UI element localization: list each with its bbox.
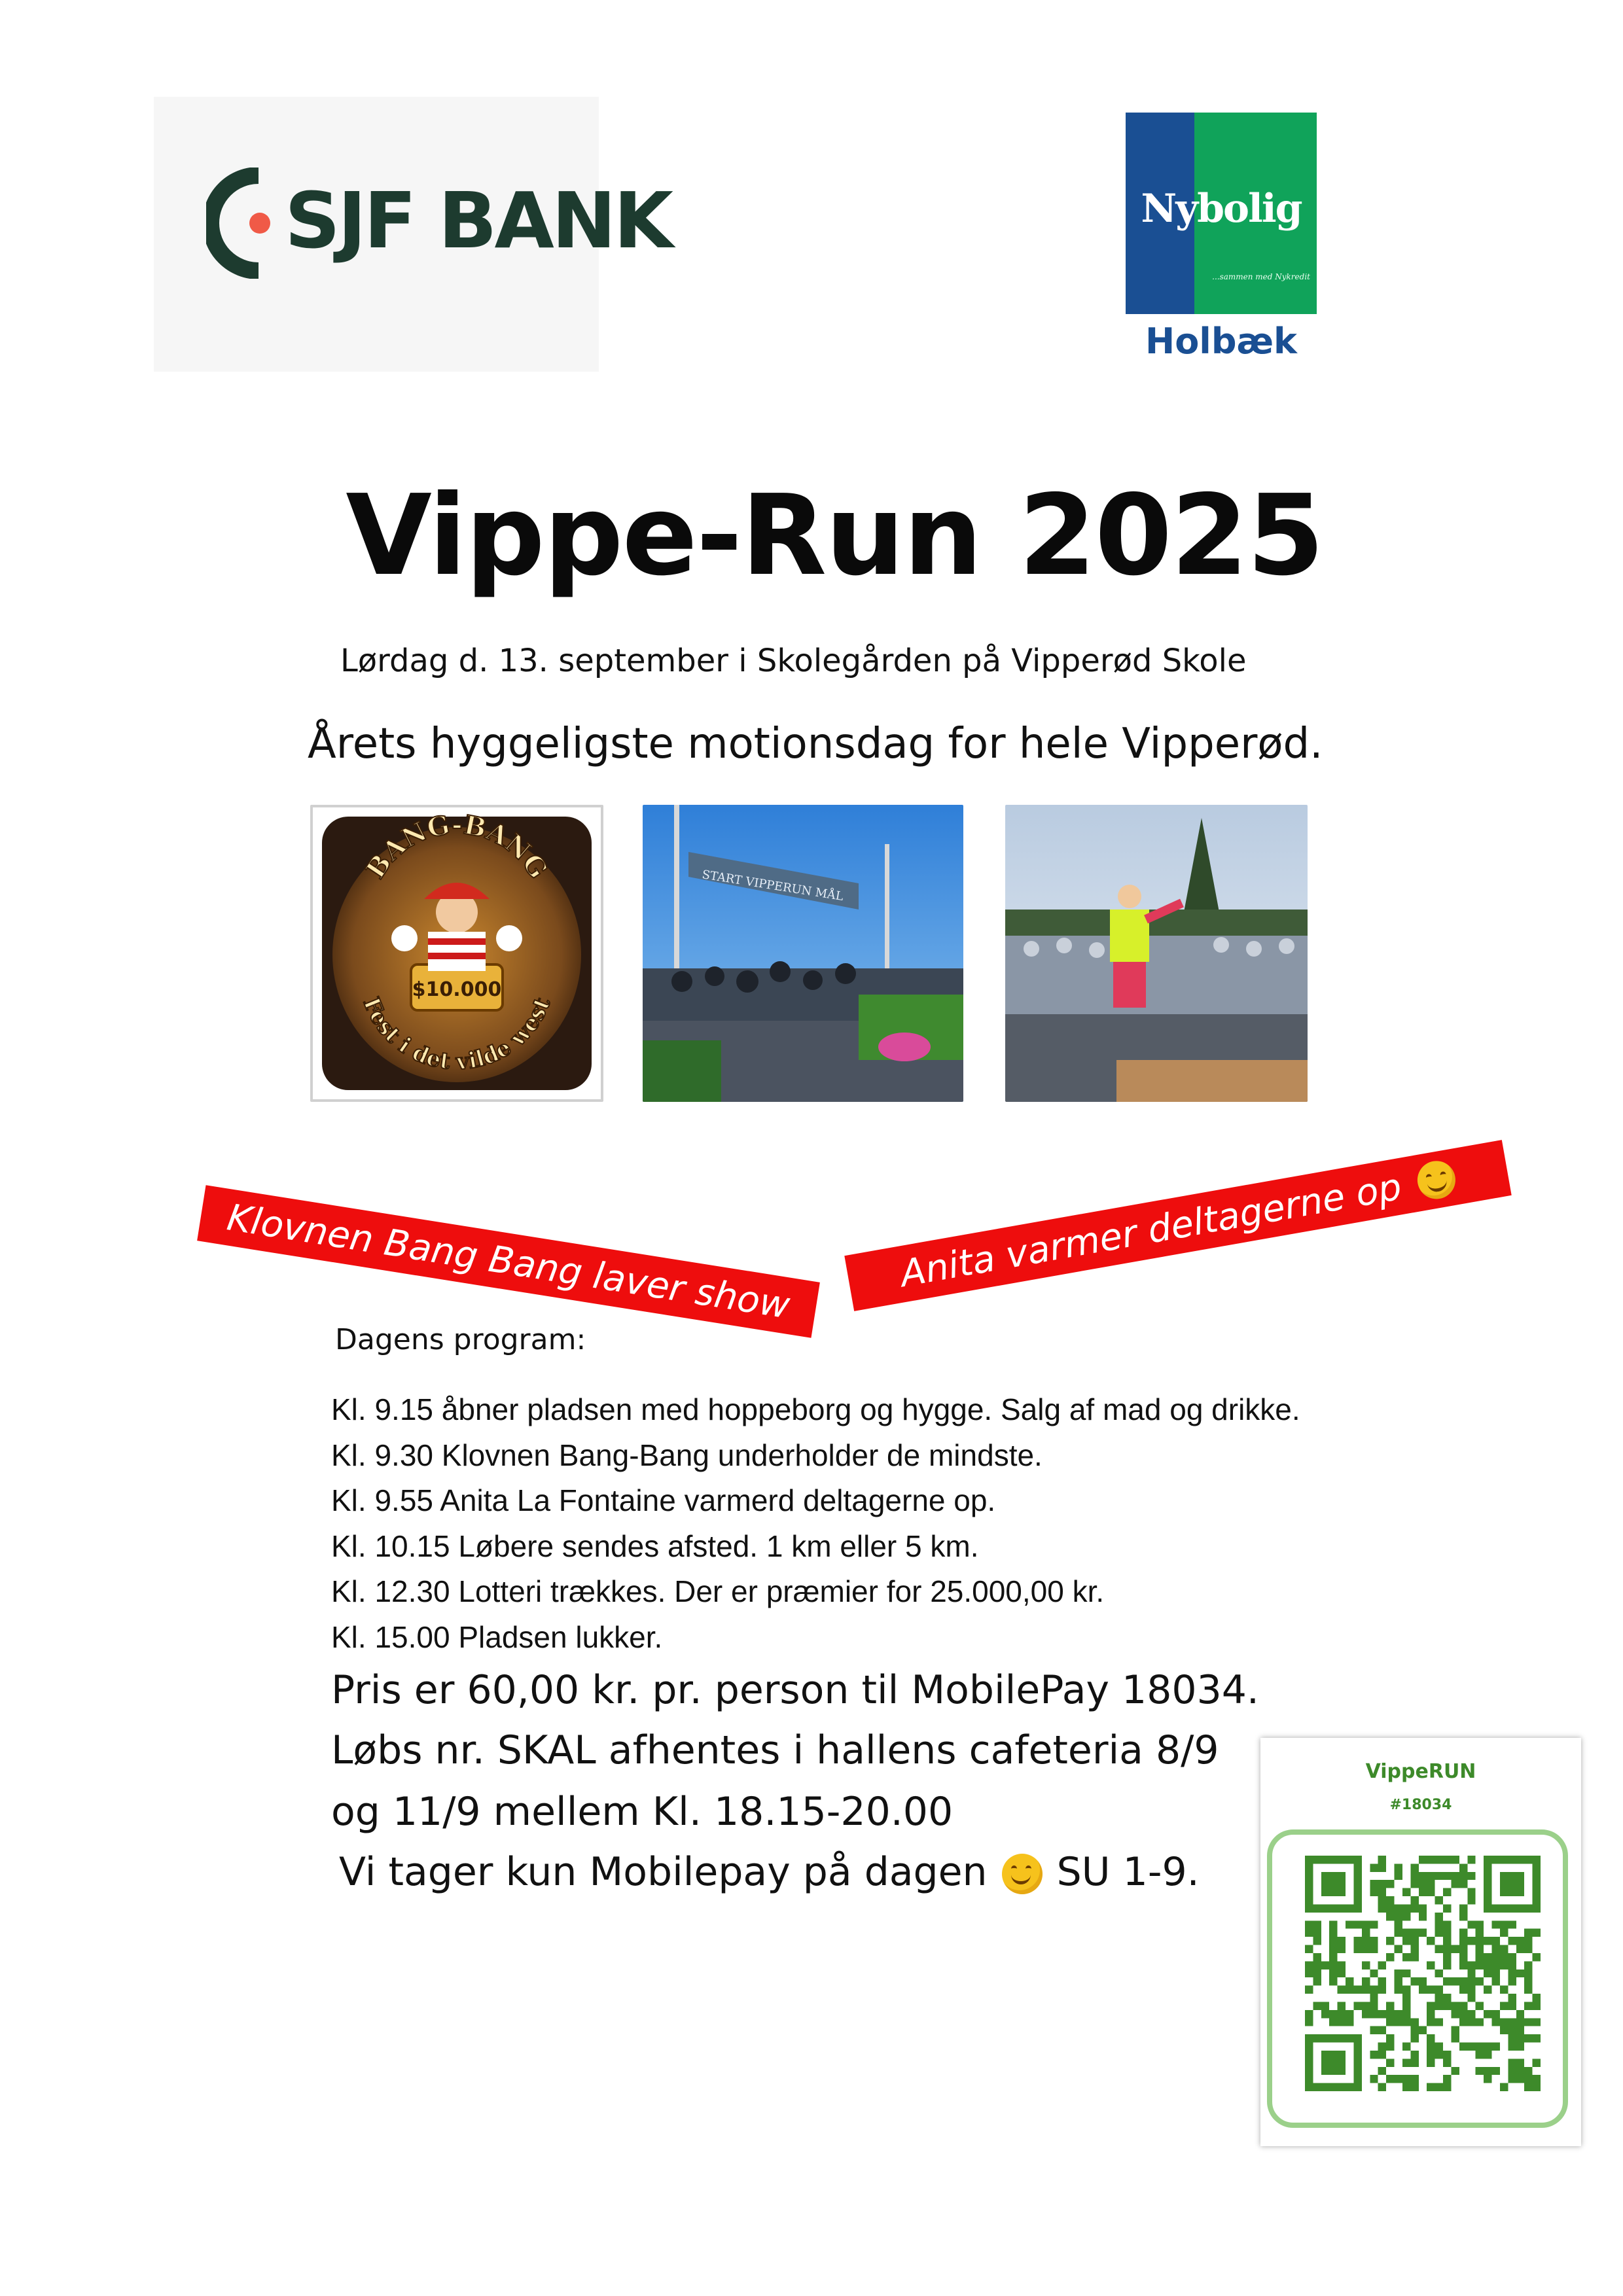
price-info: Pris er 60,00 kr. pr. person til MobilePay 18034.: [331, 1667, 1259, 1713]
pickup-info-line1: Løbs nr. SKAL afhentes i hallens cafeteria 8/9: [331, 1727, 1219, 1773]
payment-info-su: SU 1-9.: [1056, 1849, 1200, 1895]
banner-clown-show-text: Klovnen Bang Bang laver show: [224, 1195, 793, 1328]
start-banner-text: START VIPPERUN MÅL: [701, 868, 845, 904]
payment-info-text: Vi tager kun Mobilepay på dagen: [339, 1849, 988, 1895]
event-date-location: Lørdag d. 13. september i Skolegården på Vipperød Skole: [340, 643, 1247, 679]
program-item: Kl. 10.15 Løbere sendes afsted. 1 km eller 5 km.: [331, 1528, 979, 1563]
payment-info: [339, 1849, 1200, 1895]
smiley-icon: [1002, 1854, 1043, 1894]
program-item: Kl. 9.30 Klovnen Bang-Bang underholder de mindste.: [331, 1438, 1043, 1472]
banner-clown-show: [197, 1185, 820, 1338]
qr-frame: [1267, 1829, 1568, 2128]
race-start-photo: [643, 805, 963, 1102]
bang-bang-poster-image: [310, 805, 603, 1102]
event-tagline: Årets hyggeligste motionsdag for hele Vipperød.: [308, 720, 1323, 768]
nybolig-logo: [1126, 113, 1317, 314]
program-heading: Dagens program:: [335, 1323, 586, 1356]
nybolig-name: Nybolig: [1141, 186, 1302, 232]
nybolig-tagline: ...sammen med Nykredit: [1212, 272, 1310, 281]
banner-warmup: [844, 1140, 1511, 1311]
qr-label: VippeRUN: [1365, 1760, 1476, 1783]
program-item: Kl. 15.00 Pladsen lukker.: [331, 1619, 663, 1654]
poster-price: $10.000: [412, 978, 502, 1001]
pickup-info-line2: og 11/9 mellem Kl. 18.15-20.00: [331, 1789, 954, 1835]
program-item: Kl. 12.30 Lotteri trækkes. Der er præmier for 25.000,00 kr.: [331, 1574, 1105, 1608]
warmup-photo: [1005, 805, 1308, 1102]
program-item: Kl. 9.15 åbner pladsen med hoppeborg og hygge. Salg af mad og drikke.: [331, 1392, 1300, 1426]
program-item: Kl. 9.55 Anita La Fontaine varmerd deltagerne op.: [331, 1483, 996, 1517]
mobilepay-qr-card: [1260, 1738, 1581, 2146]
qr-number: #18034: [1389, 1797, 1452, 1813]
sjf-bank-mark-icon: [206, 168, 278, 279]
sjf-bank-name: SJF BANK: [285, 175, 671, 266]
sjf-bank-logo: [154, 97, 671, 372]
nybolig-city: Holbæk: [1145, 321, 1297, 362]
qr-code-icon[interactable]: [1305, 1856, 1541, 2091]
banner-warmup-text: Anita varmer deltagerne op: [897, 1165, 1405, 1296]
smiley-icon: [1414, 1158, 1458, 1202]
program-list: [331, 1387, 1300, 1660]
poster-top-text: BANG-BANG: [359, 809, 554, 885]
poster-bottom-text: Fest i det vilde west: [357, 993, 556, 1076]
event-title: Vippe-Run 2025: [346, 471, 1323, 601]
